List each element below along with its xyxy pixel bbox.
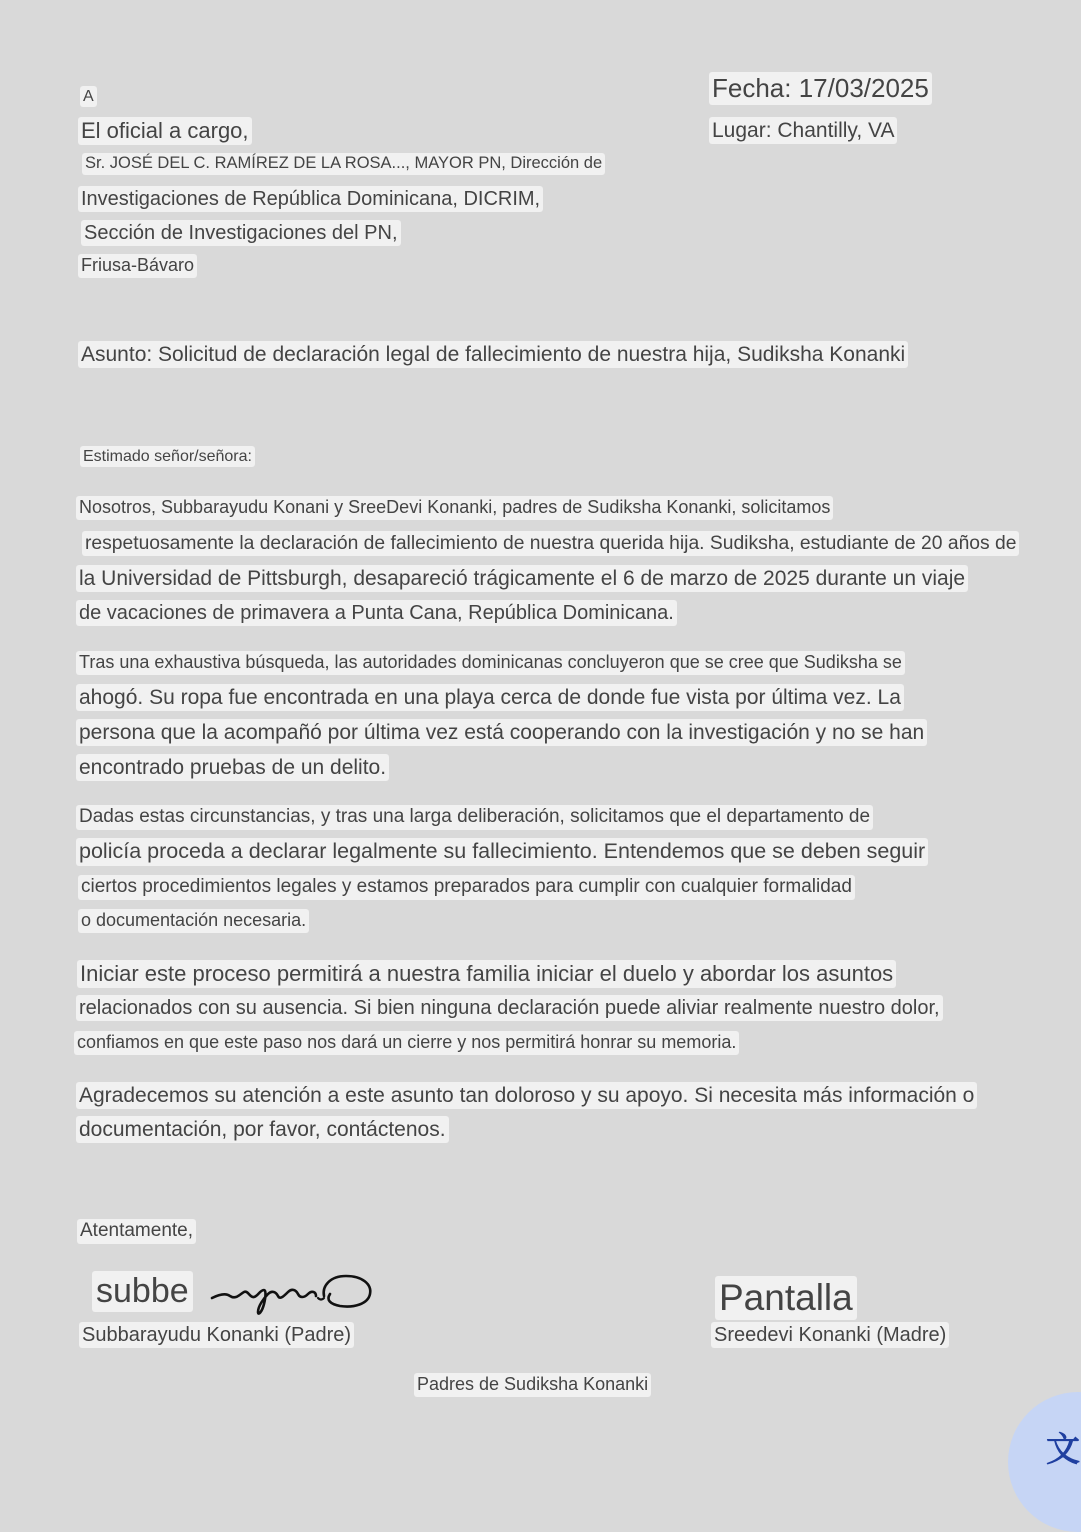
father-signature-text: subbe xyxy=(92,1271,193,1312)
closing: Atentamente, xyxy=(77,1219,196,1244)
translate-button[interactable] xyxy=(1008,1392,1081,1532)
paragraph-line: ciertos procedimientos legales y estamos preparados para cumplir con cualquier formalidad xyxy=(78,875,855,900)
addressee-line-3: Sección de Investigaciones del PN, xyxy=(81,220,401,246)
paragraph-line: policía proceda a declarar legalmente su fallecimiento. Entendemos que se deben seguir xyxy=(76,838,928,866)
father-name: Subbarayudu Konanki (Padre) xyxy=(79,1322,354,1348)
paragraph-line: Iniciar este proceso permitirá a nuestra familia iniciar el duelo y abordar los asuntos xyxy=(77,960,896,988)
addressee-line-1: Sr. JOSÉ DEL C. RAMÍREZ DE LA ROSA..., MAYOR PN, Dirección de xyxy=(82,153,605,175)
letter-date: Fecha: 17/03/2025 xyxy=(709,72,932,105)
paragraph-line: Dadas estas circunstancias, y tras una larga deliberación, solicitamos que el departamento de xyxy=(76,805,873,830)
paragraph-line: Agradecemos su atención a este asunto tan doloroso y su apoyo. Si necesita más información o xyxy=(76,1082,977,1109)
salutation: Estimado señor/señora: xyxy=(80,446,255,467)
officer-line: El oficial a cargo, xyxy=(78,117,252,145)
paragraph-line: encontrado pruebas de un delito. xyxy=(76,754,389,781)
mother-signature-text: Pantalla xyxy=(715,1276,857,1320)
paragraph-line: documentación, por favor, contáctenos. xyxy=(76,1116,449,1143)
addressee-line-2: Investigaciones de República Dominicana, DICRIM, xyxy=(78,186,543,212)
paragraph-line: confiamos en que este paso nos dará un cierre y nos permitirá honrar su memoria. xyxy=(74,1031,739,1055)
paragraph-line: Tras una exhaustiva búsqueda, las autoridades dominicanas concluyeron que se cree que Sudiksha se xyxy=(76,651,905,675)
letter-subject: Asunto: Solicitud de declaración legal de fallecimiento de nuestra hija, Sudiksha Konanki xyxy=(78,341,908,368)
paragraph-line: respetuosamente la declaración de fallecimiento de nuestra querida hija. Sudiksha, estudiante de 20 años de xyxy=(82,531,1019,556)
paragraph-line: persona que la acompañó por última vez está cooperando con la investigación y no se han xyxy=(76,719,927,746)
paragraph-line: ahogó. Su ropa fue encontrada en una playa cerca de donde fue vista por última vez. La xyxy=(76,684,904,711)
paragraph-line: o documentación necesaria. xyxy=(78,909,309,933)
mother-name: Sreedevi Konanki (Madre) xyxy=(711,1322,949,1348)
handwritten-signature-image xyxy=(206,1268,376,1328)
addressee-line-4: Friusa-Bávaro xyxy=(78,254,197,278)
footer-signature-caption: Padres de Sudiksha Konanki xyxy=(414,1373,651,1397)
paragraph-line: de vacaciones de primavera a Punta Cana, República Dominicana. xyxy=(76,600,677,626)
paragraph-line: Nosotros, Subbarayudu Konani y SreeDevi Konanki, padres de Sudiksha Konanki, solicitamos xyxy=(76,496,833,520)
translate-icon: 文 xyxy=(1046,1430,1080,1470)
paragraph-line: relacionados con su ausencia. Si bien ninguna declaración puede aliviar realmente nuestro dolor, xyxy=(76,995,943,1021)
letter-place: Lugar: Chantilly, VA xyxy=(709,117,897,144)
paragraph-line: la Universidad de Pittsburgh, desapareció trágicamente el 6 de marzo de 2025 durante un viaje xyxy=(76,565,968,592)
recipient-prefix: A xyxy=(80,86,97,107)
